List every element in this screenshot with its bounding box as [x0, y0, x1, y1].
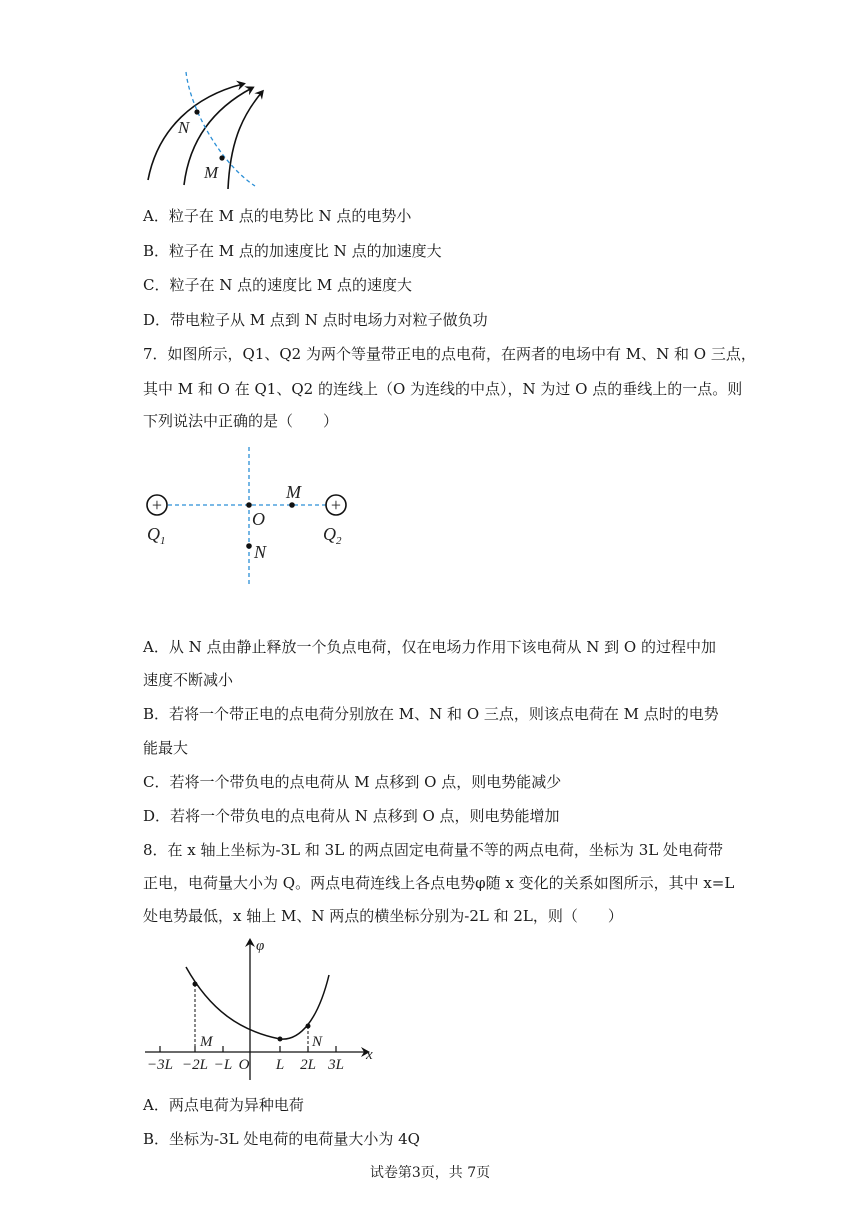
point-M — [193, 982, 198, 987]
label-M: M — [286, 482, 301, 502]
q7-option-a-cont: 速度不断减小 — [143, 671, 234, 689]
svg-text:+: + — [151, 495, 163, 515]
label-N: N — [178, 118, 190, 137]
q6-option-b: B．粒子在 M 点的加速度比 N 点的加速度大 — [143, 242, 442, 260]
point-min — [278, 1037, 283, 1042]
label-N: N — [312, 1034, 323, 1050]
label-Q1: $Q_1$ — [147, 524, 166, 547]
trajectory-dashed — [186, 72, 255, 186]
point-N — [246, 543, 252, 549]
field-lines-figure — [140, 68, 280, 193]
point-M — [219, 155, 224, 160]
q6-option-d: D．带电粒子从 M 点到 N 点时电场力对粒子做负功 — [143, 311, 488, 329]
label-M: M — [200, 1034, 213, 1050]
point-N — [194, 109, 199, 114]
label-Q2: $Q_2$ — [323, 524, 342, 547]
label-N: N — [254, 542, 267, 562]
q8-stem-line-2: 正电，电荷量大小为 Q。两点电荷连线上各点电势φ随 x 变化的关系如图所示，其中 x=L — [143, 874, 735, 892]
q8-option-b: B．坐标为-3L 处电荷的电荷量大小为 4Q — [143, 1130, 420, 1148]
q8-stem-line-1: 8．在 x 轴上坐标为-3L 和 3L 的两点固定电荷量不等的两点电荷，坐标为 3L 处电荷带 — [143, 841, 723, 859]
svg-text:+: + — [330, 495, 342, 515]
tick-label: L — [275, 1057, 285, 1073]
q7-option-b-cont: 能最大 — [143, 739, 189, 757]
tick-label: 3L — [328, 1057, 344, 1073]
label-M: M — [204, 163, 219, 182]
q6-option-a: A．粒子在 M 点的电势比 N 点的电势小 — [143, 207, 412, 225]
q6-option-c: C．粒子在 N 点的速度比 M 点的速度大 — [143, 276, 413, 294]
charge-Q2 — [326, 495, 346, 515]
field-line — [228, 92, 262, 189]
y-axis-label: φ — [256, 938, 265, 954]
q7-option-d: D．若将一个带负电的点电荷从 N 点移到 O 点，则电势能增加 — [143, 807, 560, 825]
label-O: O — [252, 509, 265, 529]
q7-option-b: B．若将一个带正电的点电荷分别放在 M、N 和 O 三点，则该点电荷在 M 点时的电势 — [143, 705, 719, 723]
q7-option-c: C．若将一个带负电的点电荷从 M 点移到 O 点，则电势能减少 — [143, 773, 562, 791]
point-M — [289, 502, 295, 508]
point-O — [246, 502, 252, 508]
charge-Q1 — [147, 495, 167, 515]
point-N — [306, 1024, 311, 1029]
q8-option-a: A．两点电荷为异种电荷 — [143, 1096, 304, 1114]
q7-option-a: A．从 N 点由静止释放一个负点电荷，仅在电场力作用下该电荷从 N 到 O 的过程中加 — [143, 638, 716, 656]
q8-stem-line-3: 处电势最低，x 轴上 M、N 两点的横坐标分别为-2L 和 2L，则（ ） — [143, 907, 623, 925]
q7-stem-line-2: 其中 M 和 O 在 Q1、Q2 的连线上（O 为连线的中点），N 为过 O 点的垂线上的一点。则 — [143, 380, 743, 398]
tick-label: −L — [213, 1057, 233, 1073]
q7-stem-line-3: 下列说法中正确的是（ ） — [143, 412, 339, 430]
page-footer: 试卷第3页，共 7页 — [369, 1165, 491, 1181]
tick-label: 2L — [300, 1057, 316, 1073]
tick-label: O — [238, 1057, 250, 1073]
charges-figure — [140, 445, 360, 590]
x-axis-label: x — [366, 1047, 373, 1063]
q7-stem-line-1: 7．如图所示，Q1、Q2 为两个等量带正电的点电荷，在两者的电场中有 M、N 和 O 三点， — [143, 345, 756, 363]
potential-graph — [140, 935, 380, 1085]
tick-label: −2L — [182, 1057, 208, 1073]
field-line — [148, 84, 243, 180]
tick-label: −3L — [147, 1057, 173, 1073]
